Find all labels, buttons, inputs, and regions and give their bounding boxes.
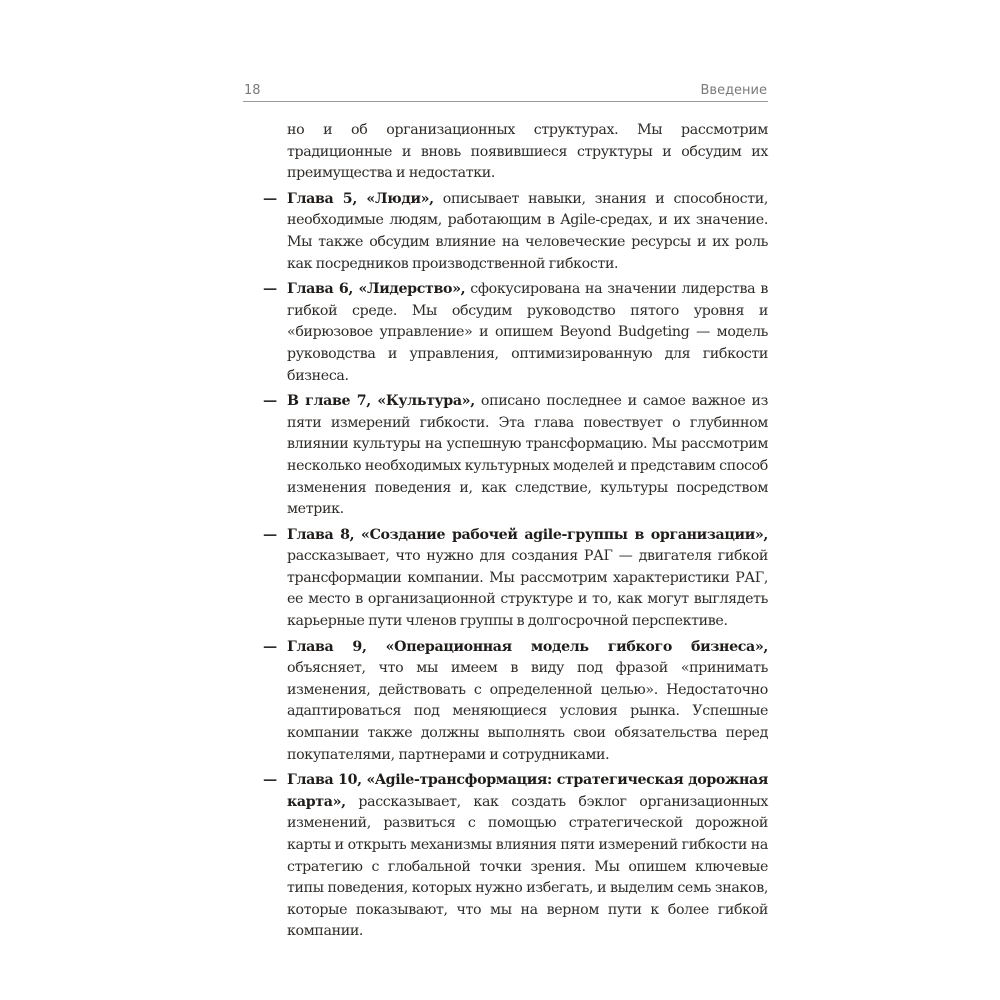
chapter-description: сфокусирована на значении лидерства в гибкой среде. Мы обсудим руководство пятого уровня и «бирюзовое управление» и опишем Beyond Budgeting — модель руководства и управления, оптимизированную для гибкости бизнеса. (287, 281, 768, 384)
intro-paragraph: но и об организационных структурах. Мы рассмотрим традиционные и вновь появившиеся структуры и обсудим их преимущества и недостатки. (287, 122, 768, 182)
em-dash-bullet: — (263, 638, 277, 655)
chapter-description: описано последнее и самое важное из пяти измерений гибкости. Эта глава повествует о глубинном влиянии культуры на успешную трансформацию. Мы рассмотрим несколько необходимых культурных моделей и представим способ изменения поведения и, как следствие, культуры посредством метрик. (287, 393, 768, 518)
chapter-item-8 (243, 525, 768, 633)
chapter-item-5 (243, 189, 768, 275)
chapter-description: рассказывает, что нужно для создания РАГ — двигателя гибкой трансформации компании. Мы рассмотрим характеристики РАГ, ее место в организационной структуре и то, как могут выглядеть карьерные пути членов группы в долгосрочной перспективе. (287, 548, 768, 630)
em-dash-bullet: — (263, 281, 277, 298)
chapter-title: Глава 9, «Операционная модель гибкого бизнеса», (287, 638, 768, 655)
em-dash-bullet: — (263, 190, 277, 207)
chapter-item-9 (243, 637, 768, 767)
chapter-item-7 (243, 391, 768, 521)
chapter-title: В главе 7, «Культура», (287, 393, 475, 410)
chapter-description: описывает навыки, знания и способности, необходимые людям, работающим в Agile-средах, и их значение. Мы также обсудим влияние на человеческие ресурсы и их роль как посредников производственной гибкости. (287, 190, 768, 272)
chapter-title: Глава 8, «Создание рабочей agile-группы в организации», (287, 526, 768, 543)
chapter-title: Глава 10, «Agile-трансформация: стратегическая дорожная карта», (287, 772, 768, 810)
section-title: Введение (700, 83, 767, 98)
chapter-title: Глава 5, «Люди», (287, 190, 434, 207)
chapter-description: объясняет, что мы имеем в виду под фразой «принимать изменения, действовать с определенной целью». Недостаточно адаптироваться под меняющиеся условия рынка. Успешные компании также должны выполнять свои обязательства перед покупателями, партнерами и сотрудниками. (287, 660, 768, 763)
page-number: 18 (244, 83, 261, 98)
chapter-item-10 (243, 770, 768, 943)
chapter-title: Глава 6, «Лидерство», (287, 281, 466, 298)
running-head (243, 78, 768, 98)
chapter-description: рассказывает, как создать бэклог организационных изменений, развиться с помощью стратегической дорожной карты и открыть механизмы влияния пяти измерений гибкости на стратегию с глобальной точки зрения. Мы опишем ключевые типы поведения, которых нужно избегать, и выделим семь знаков, которые показывают, что мы на верном пути к более гибкой компании. (287, 793, 768, 940)
book-page (243, 78, 768, 947)
em-dash-bullet: — (263, 393, 277, 410)
chapter-item-6 (243, 279, 768, 387)
em-dash-bullet: — (263, 526, 277, 543)
header-divider (243, 101, 768, 102)
page-body (243, 120, 768, 943)
em-dash-bullet: — (263, 772, 277, 789)
